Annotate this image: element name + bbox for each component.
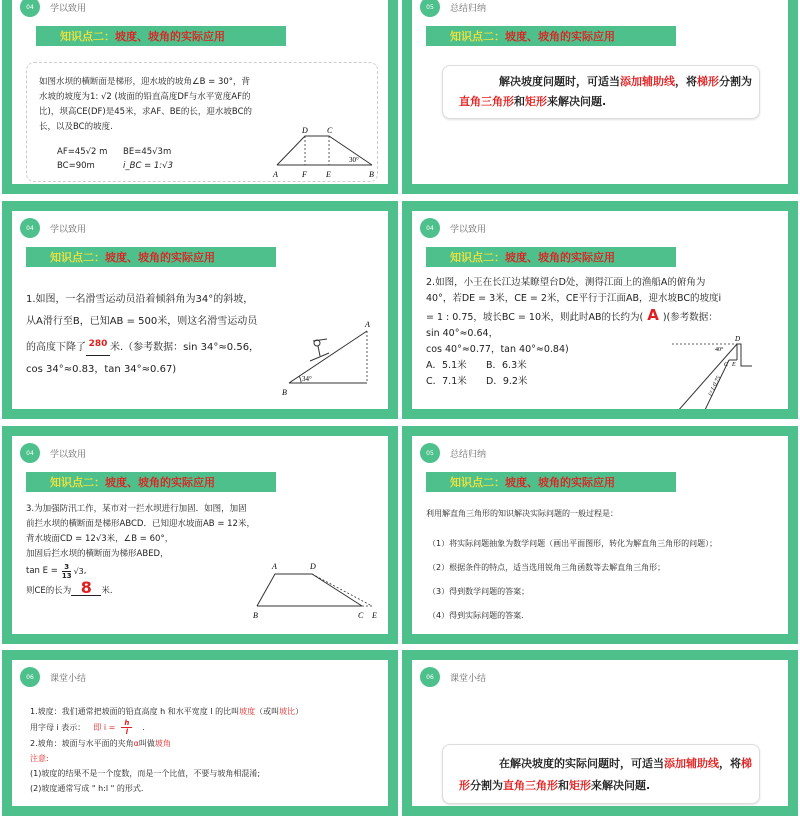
step-item: （1）将实际问题抽象为数学问题（画出平面图形，转化为解直角三角形的问题）； — [428, 539, 718, 548]
knowledge-point-banner: 知识点二： 坡度、坡角的实际应用 — [26, 247, 276, 267]
slide-class-summary-conclusion[interactable] — [400, 648, 800, 818]
slide-content — [12, 0, 388, 184]
slide-summary-auxiliary-lines[interactable] — [400, 0, 800, 196]
svg-text:E: E — [326, 170, 331, 179]
section-badge: 04 — [20, 0, 40, 17]
svg-text:C: C — [327, 126, 333, 135]
summary-text: 在解决坡度的实际问题时，可适当添加辅助线，将梯形分割为直角三角形和矩形来解决问题. — [459, 757, 752, 792]
problem-card — [26, 62, 378, 182]
tan-fraction: $\frac{3}{13}$ — [61, 562, 72, 580]
svg-text:D: D — [735, 335, 741, 343]
step-item: （3）得到数学问题的答案； — [428, 587, 530, 596]
slide-content — [12, 211, 388, 409]
section-title: 课堂小结 — [450, 673, 487, 684]
slide-content — [412, 211, 788, 419]
intro-text: 利用解直角三角形的知识解决实际问题的一般过程是： — [426, 509, 618, 518]
section-title: 学以致用 — [50, 449, 87, 460]
problem-text: 3.为加强防汛工作，某市对一拦水坝进行加固．如图，加固 前拦水坝的横断面是梯形ABCD．已知迎水坡面AB = 12米， 背水坡面CD = 12√3米，∠B = 60°， 加固后拦水坝的横断面为梯形ABED， tan E = $\frac{3}{13}$ √3 , 则CE的长为 8 米. — [26, 504, 255, 597]
step-item: （2）根据条件的特点，适当选用锐角三角函数等去解直角三角形； — [428, 563, 666, 572]
section-badge: 05 — [420, 0, 440, 17]
slide-header — [420, 442, 486, 464]
svg-text:30°: 30° — [349, 156, 359, 164]
knowledge-point-banner: 知识点二： 坡度、坡角的实际应用 — [426, 26, 676, 46]
problem-text: 2.如图，小王在长江边某瞭望台D处，测得江面上的渔船A的俯角为 40°，若DE = 3米，CE = 2米，CE平行于江面AB，迎水坡BC的坡度i = 1 : 0.75，坡长BC = 10米，则此时AB的长约为( A )(参考数据： sin 40°≈0.64， cos 40°≈0.77，tan 40°≈0.84) A．5.1米 B．6.3米 C．7.1米 D．9.2米 — [426, 275, 786, 390]
slope-diagram — [277, 311, 387, 401]
svg-text:B: B — [282, 388, 287, 397]
trapezoid-diagram — [257, 103, 377, 183]
slide-header — [420, 0, 486, 18]
slide-content — [412, 660, 788, 806]
summary-card — [442, 65, 760, 119]
svg-text:40°: 40° — [715, 347, 724, 353]
svg-text:E: E — [732, 362, 736, 368]
answer-blank: 8 — [71, 580, 101, 596]
slide-content — [412, 436, 788, 634]
slide-content — [12, 436, 388, 634]
svg-text:D: D — [302, 126, 308, 135]
watchtower-diagram: D 40° C E A B i=1:0.75 — [667, 334, 777, 409]
svg-text:B: B — [253, 611, 258, 620]
svg-text:i=1:0.75: i=1:0.75 — [707, 375, 723, 397]
slide-dam-trapezoid[interactable] — [0, 0, 400, 196]
slide-content — [12, 660, 388, 806]
options-row: C．7.1米 D．9.2米 — [426, 376, 528, 387]
svg-text:34°: 34° — [302, 375, 312, 383]
trapezoid-abed-diagram — [237, 556, 387, 626]
step-item: （4）得到实际问题的答案． — [428, 611, 530, 620]
section-badge: 05 — [420, 443, 440, 463]
section-title: 课堂小结 — [50, 673, 87, 684]
svg-text:A: A — [365, 320, 370, 329]
slide-header — [20, 666, 86, 688]
section-title: 学以致用 — [50, 3, 87, 14]
answer-blank: 280 — [86, 333, 110, 356]
svg-text:C: C — [358, 611, 364, 620]
slide-header — [420, 217, 486, 239]
svg-text:C: C — [724, 362, 729, 368]
section-badge: 04 — [20, 443, 40, 463]
answer-block: AF=45√2 m BE=45√3m BC=90m i_BC = 1:√3 — [57, 147, 173, 171]
section-badge: 06 — [420, 667, 440, 687]
svg-text:D: D — [310, 562, 316, 571]
summary-card — [442, 744, 760, 804]
knowledge-point-banner: 知识点二： 坡度、坡角的实际应用 — [36, 26, 286, 46]
knowledge-point-banner: 知识点二： 坡度、坡角的实际应用 — [426, 247, 676, 267]
svg-text:E: E — [372, 611, 377, 620]
svg-text:B: B — [369, 170, 374, 179]
slide-skier-problem[interactable] — [0, 199, 400, 421]
problem-text: 1.如图，一名滑雪运动员沿着倾斜角为34°的斜坡， 从A滑行至B，已知AB = 500米，则这名滑雪运动员 的高度下降了 280 米.（参考数据：sin 34°≈0.56， cos 34°≈0.83，tan 34°≈0.67) — [26, 294, 260, 375]
slide-flood-dam-problem[interactable] — [0, 424, 400, 646]
summary-text: 解决坡度问题时，可适当添加辅助线，将梯形分割为直角三角形和矩形来解决问题. — [459, 75, 752, 108]
slide-header — [20, 0, 86, 18]
section-title: 学以致用 — [450, 224, 487, 235]
definitions-text: 1.坡度：我们通常把坡面的铅直高度 h 和水平宽度 l 的比叫坡度（或叫坡比） 用字母 i 表示： 即 i = $\frac{h}{l}$ . 2.坡角：坡面与水平面的夹角α叫做坡角 注意: (1)坡度的结果不是一个度数，而是一个比值，不要与坡角相混淆; (2)坡度通常写成 " h:l " 的形式. — [30, 707, 304, 793]
section-badge: 04 — [20, 218, 40, 238]
section-title: 学以致用 — [50, 224, 87, 235]
slide-watchtower-problem[interactable] — [400, 199, 800, 421]
slide-header — [20, 442, 86, 464]
slope-fraction: $\frac{h}{l}$ — [121, 719, 132, 736]
options-row: A．5.1米 B．6.3米 — [426, 360, 527, 371]
slide-header — [20, 217, 86, 239]
slide-header — [420, 666, 486, 688]
knowledge-point-banner: 知识点二： 坡度、坡角的实际应用 — [26, 472, 276, 492]
section-title: 总结归纳 — [450, 449, 487, 460]
problem-text: 如图水坝的横断面是梯形，迎水坡的坡角∠B = 30°，背 水坡的坡度为1: √2 (坡面的铅直高度DF与水平宽度AF的 比)，坝高CE(DF)是45米，求AF、BE的长，迎水坡BC的 长，以及BC的坡度. — [39, 77, 253, 132]
svg-text:A: A — [272, 562, 277, 571]
slide-general-process[interactable] — [400, 424, 800, 646]
section-title: 总结归纳 — [450, 3, 487, 14]
svg-text:A: A — [273, 170, 278, 179]
steps-list — [428, 532, 717, 628]
section-badge: 06 — [20, 667, 40, 687]
knowledge-point-banner: 知识点二： 坡度、坡角的实际应用 — [426, 472, 676, 492]
answer-choice: A — [647, 306, 659, 324]
svg-text:F: F — [302, 170, 307, 179]
slide-class-summary-definitions[interactable] — [0, 648, 400, 818]
section-badge: 04 — [420, 218, 440, 238]
slide-content — [412, 0, 788, 184]
